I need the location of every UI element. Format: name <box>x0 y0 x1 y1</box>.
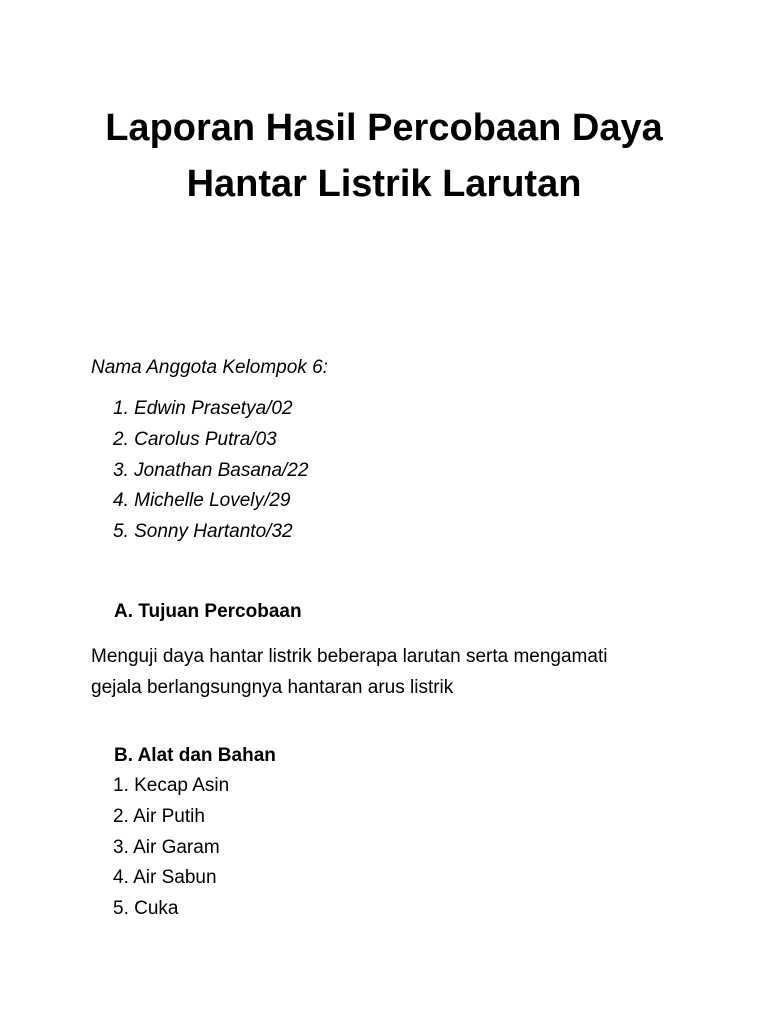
section-b-heading: B. Alat dan Bahan <box>114 745 276 766</box>
member-item: 2. Carolus Putra/03 <box>113 428 277 450</box>
section-a-heading: A. Tujuan Percobaan <box>114 601 302 622</box>
member-item: 4. Michelle Lovely/29 <box>113 490 291 512</box>
member-item: 5. Sonny Hartanto/32 <box>113 521 293 542</box>
material-list <box>113 771 229 925</box>
member-list <box>113 394 308 548</box>
objective-line-2: gejala berlangsungnya hantaran arus listrik <box>91 676 454 698</box>
material-item: 5. Cuka <box>113 898 179 919</box>
material-item: 4. Air Sabun <box>113 867 217 889</box>
document-title <box>40 100 728 212</box>
title-line-2: Hantar Listrik Larutan <box>186 163 582 205</box>
material-item: 2. Air Putih <box>113 805 205 827</box>
material-item: 1. Kecap Asin <box>113 775 230 796</box>
member-item: 3. Jonathan Basana/22 <box>113 459 309 481</box>
objective-text <box>91 642 711 703</box>
members-heading: Nama Anggota Kelompok 6: <box>91 357 328 378</box>
title-line-1: Laporan Hasil Percobaan Daya <box>105 107 663 149</box>
material-item: 3. Air Garam <box>113 836 220 858</box>
member-item: 1. Edwin Prasetya/02 <box>113 398 293 419</box>
objective-line-1: Menguji daya hantar listrik beberapa larutan serta mengamati <box>91 646 608 667</box>
